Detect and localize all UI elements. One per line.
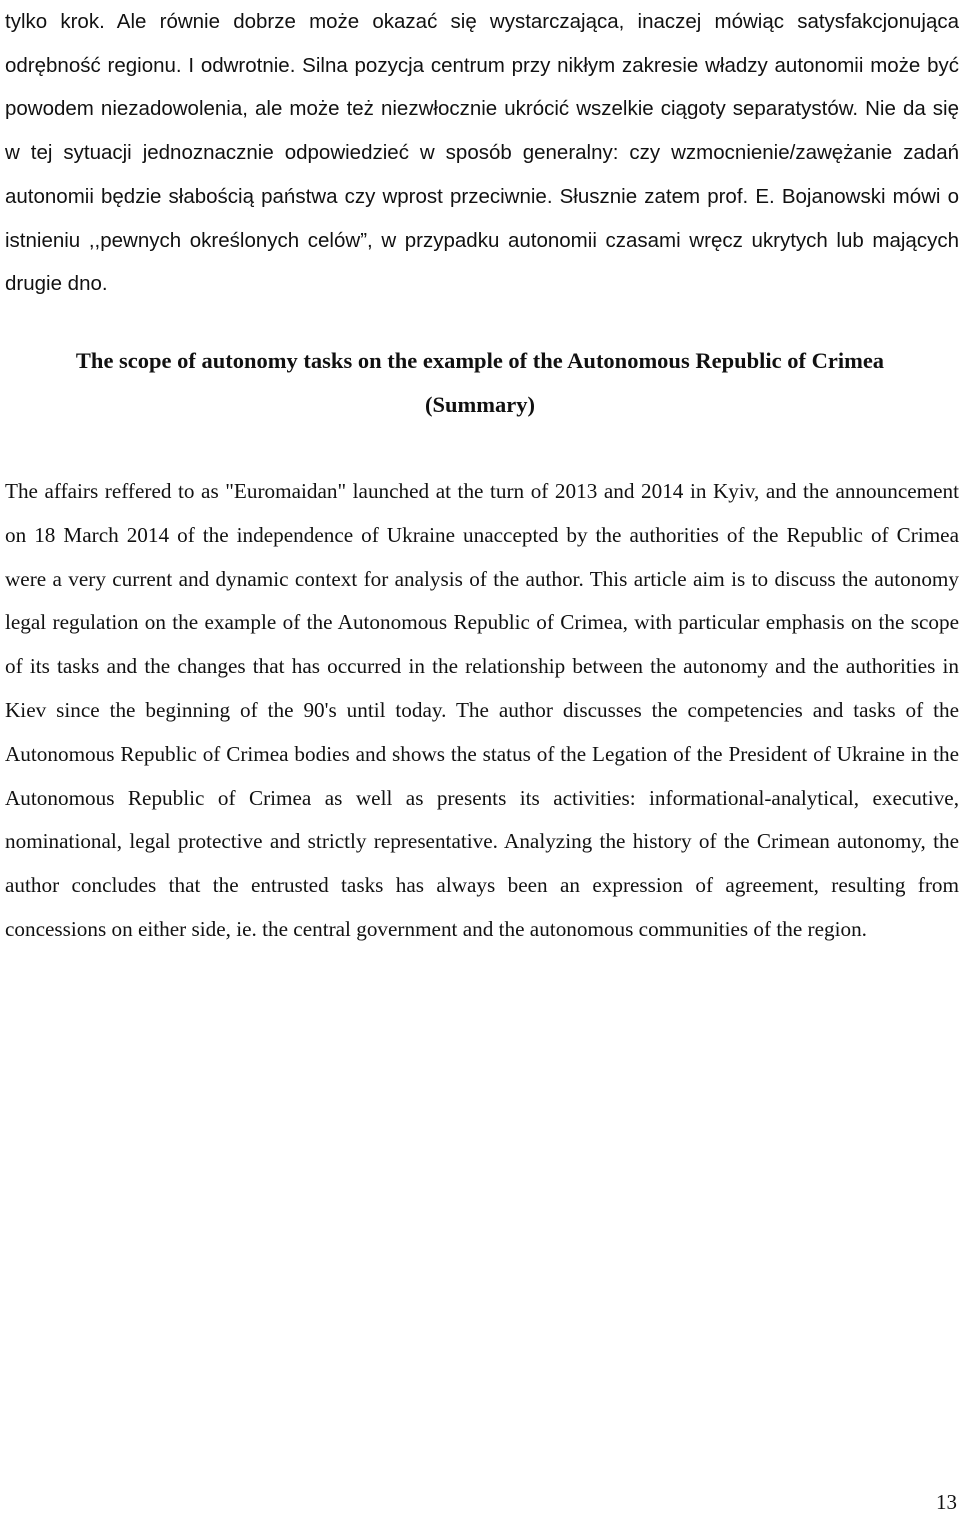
summary-label: (Summary)	[425, 392, 535, 417]
summary-paragraph: The affairs reffered to as "Euromaidan" launched at the turn of 2013 and 2014 in Kyiv, and the announcement on 18 March 2014 of the independence of Ukraine unaccepted by the authorities of the Republic of Crimea were a very current and dynamic context for analysis of the author. This article aim is to discuss the autonomy legal regulation on the example of the Autonomous Republic of Crimea, with particular emphasis on the scope of its tasks and the changes that has occurred in the relationship between the autonomy and the authorities in Kiev since the beginning of the 90's until today. The author discusses the competencies and tasks of the Autonomous Republic of Crimea bodies and shows the status of the Legation of the President of Ukraine in the Autonomous Republic of Crimea as well as presents its activities: informational-analytical, executive, nominational, legal protective and strictly representative. Analyzing the history of the Crimean autonomy, the author concludes that the entrusted tasks has always been an expression of agreement, resulting from concessions on either side, ie. the central government and the autonomous communities of the region.	[5, 479, 959, 941]
polish-paragraph: tylko krok. Ale równie dobrze może okazać się wystarczająca, inaczej mówiąc satysfakcjonująca odrębność regionu. I odwrotnie. Silna pozycja centrum przy nikłym zakresie władzy autonomii może być powodem niezadowolenia, ale może też niezwłocznie ukrócić wszelkie ciągoty separatystów. Nie da się w tej sytuacji jednoznacznie odpowiedzieć w sposób generalny: czy wzmocnienie/zawężanie zadań autonomii będzie słabością państwa czy wprost przeciwnie. Słusznie zatem prof. E. Bojanowski mówi o istnieniu ,,pewnych określonych celów”, w przypadku autonomii czasami wręcz ukrytych lub mających drugie dno.	[5, 10, 959, 296]
summary-title: The scope of autonomy tasks on the example of the Autonomous Republic of Crimea	[75, 348, 885, 373]
page-number: 13	[936, 1490, 957, 1514]
